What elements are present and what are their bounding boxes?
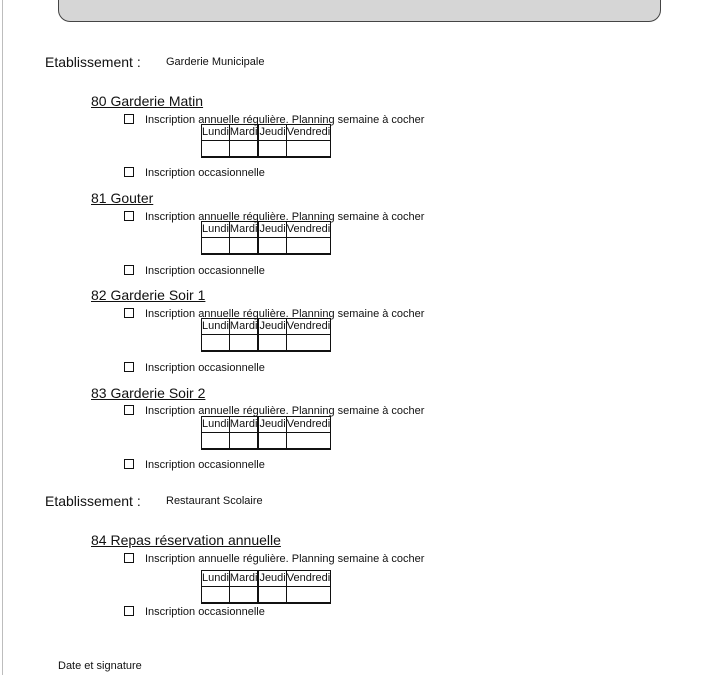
- occasional-option-label: Inscription occasionnelle: [145, 459, 265, 471]
- day-header: Mardi: [229, 319, 258, 335]
- etablissement-restaurant: [45, 493, 263, 509]
- day-header: Mardi: [229, 222, 258, 238]
- day-cell[interactable]: [202, 433, 230, 450]
- day-header: Lundi: [202, 417, 230, 433]
- day-cell[interactable]: [229, 587, 258, 604]
- day-header: Vendredi: [286, 125, 330, 141]
- day-cell[interactable]: [202, 238, 230, 255]
- occasional-option[interactable]: [124, 265, 265, 277]
- day-cell[interactable]: [259, 335, 286, 352]
- occasional-option[interactable]: [124, 167, 265, 179]
- checkbox[interactable]: [124, 459, 134, 469]
- occasional-option-label: Inscription occasionnelle: [145, 606, 265, 618]
- occasional-option-label: Inscription occasionnelle: [145, 265, 265, 277]
- occasional-option[interactable]: [124, 606, 265, 618]
- etablissement-garderie: [45, 54, 265, 70]
- day-header: Jeudi: [259, 417, 286, 433]
- etablissement-name: Restaurant Scolaire: [166, 495, 263, 507]
- annual-option-label: Inscription annuelle régulière. Planning semaine à cocher: [145, 308, 425, 320]
- annual-option-label: Inscription annuelle régulière. Planning semaine à cocher: [145, 553, 425, 565]
- checkbox[interactable]: [124, 265, 134, 275]
- day-header: Vendredi: [286, 319, 330, 335]
- checkbox[interactable]: [124, 606, 134, 616]
- day-cell[interactable]: [259, 433, 286, 450]
- day-header: Vendredi: [286, 571, 330, 587]
- day-cell[interactable]: [286, 238, 330, 255]
- day-cell[interactable]: [259, 238, 286, 255]
- week-planning-table: [201, 318, 331, 352]
- week-planning-table: [201, 221, 331, 255]
- day-header: Lundi: [202, 319, 230, 335]
- annual-option-label: Inscription annuelle régulière. Planning semaine à cocher: [145, 405, 425, 417]
- checkbox[interactable]: [124, 405, 134, 415]
- annual-option-label: Inscription annuelle régulière. Planning semaine à cocher: [145, 114, 425, 126]
- occasional-option-label: Inscription occasionnelle: [145, 362, 265, 374]
- day-header: Vendredi: [286, 222, 330, 238]
- day-cell[interactable]: [229, 433, 258, 450]
- day-cell[interactable]: [259, 141, 286, 158]
- day-cell[interactable]: [286, 587, 330, 604]
- section-title: 82 Garderie Soir 1: [91, 287, 206, 303]
- day-cell[interactable]: [202, 587, 230, 604]
- day-cell[interactable]: [259, 587, 286, 604]
- annual-option[interactable]: [124, 553, 424, 565]
- day-header: Lundi: [202, 571, 230, 587]
- day-cell[interactable]: [286, 141, 330, 158]
- checkbox[interactable]: [124, 114, 134, 124]
- section-title: 80 Garderie Matin: [91, 93, 204, 109]
- day-header: Lundi: [202, 222, 230, 238]
- day-cell[interactable]: [202, 335, 230, 352]
- week-planning-table: [201, 570, 331, 604]
- day-header: Jeudi: [259, 222, 286, 238]
- day-header: Jeudi: [259, 319, 286, 335]
- occasional-option-label: Inscription occasionnelle: [145, 167, 265, 179]
- checkbox[interactable]: [124, 362, 134, 372]
- day-header: Mardi: [229, 125, 258, 141]
- day-cell[interactable]: [286, 335, 330, 352]
- occasional-option[interactable]: [124, 362, 265, 374]
- day-header: Lundi: [202, 125, 230, 141]
- page-left-edge: [2, 0, 3, 675]
- day-cell[interactable]: [202, 141, 230, 158]
- day-header: Vendredi: [286, 417, 330, 433]
- section-title: 83 Garderie Soir 2: [91, 385, 206, 401]
- etablissement-name: Garderie Municipale: [166, 56, 265, 68]
- day-header: Jeudi: [259, 571, 286, 587]
- date-signature-label: Date et signature: [58, 660, 142, 672]
- etablissement-label: Etablissement :: [45, 493, 141, 509]
- day-cell[interactable]: [229, 238, 258, 255]
- checkbox[interactable]: [124, 211, 134, 221]
- checkbox[interactable]: [124, 553, 134, 563]
- annual-option-label: Inscription annuelle régulière. Planning semaine à cocher: [145, 211, 425, 223]
- day-header: Mardi: [229, 417, 258, 433]
- section-title: 81 Gouter: [91, 190, 154, 206]
- day-header: Mardi: [229, 571, 258, 587]
- week-planning-table: [201, 124, 331, 158]
- day-header: Jeudi: [259, 125, 286, 141]
- etablissement-label: Etablissement :: [45, 54, 141, 70]
- day-cell[interactable]: [229, 335, 258, 352]
- section-title: 84 Repas réservation annuelle: [91, 532, 281, 548]
- day-cell[interactable]: [229, 141, 258, 158]
- checkbox[interactable]: [124, 167, 134, 177]
- day-cell[interactable]: [286, 433, 330, 450]
- checkbox[interactable]: [124, 308, 134, 318]
- form-header-box: [58, 0, 661, 22]
- week-planning-table: [201, 416, 331, 450]
- occasional-option[interactable]: [124, 459, 265, 471]
